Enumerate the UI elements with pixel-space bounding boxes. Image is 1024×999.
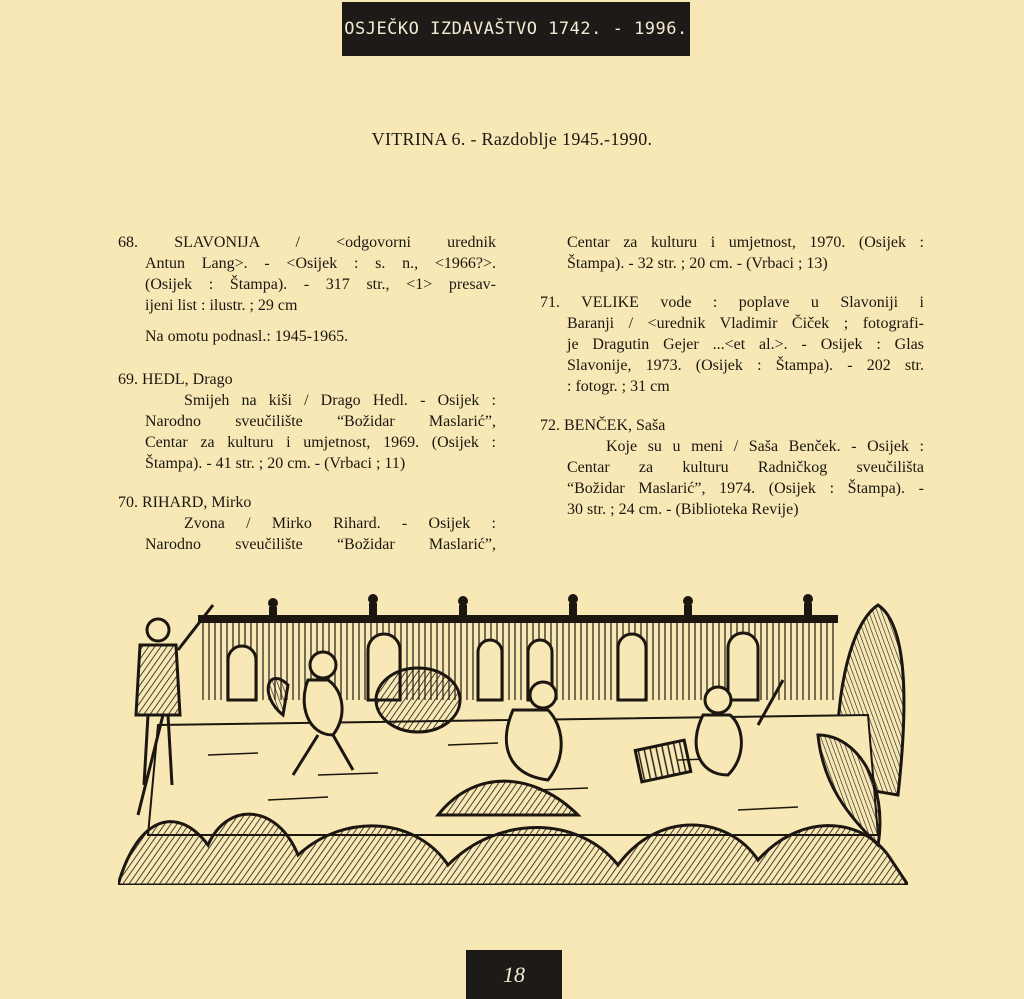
catalog-entry-69 bbox=[118, 369, 496, 474]
barrel bbox=[376, 668, 460, 732]
entry-line: 71. VELIKE vode : poplave u Slavoniji i bbox=[540, 294, 924, 311]
entry-line: Antun Lang>. - <Osijek : s. n., <1966?>. bbox=[145, 255, 496, 272]
entry-line: 30 str. ; 24 cm. - (Biblioteka Revije) bbox=[567, 501, 799, 518]
entry-line: Centar za kulturu Radničkog sveučilišta bbox=[567, 459, 924, 476]
left-column bbox=[118, 232, 496, 573]
entry-line: ijeni list : ilustr. ; 29 cm bbox=[145, 297, 298, 314]
catalog-entry-70-continued bbox=[540, 232, 924, 274]
entry-heading: 70. RIHARD, Mirko bbox=[118, 494, 252, 511]
entry-line: : fotogr. ; 31 cm bbox=[567, 378, 670, 395]
running-header-title: OSJEČKO IZDAVAŠTVO 1742. - 1996. bbox=[344, 19, 688, 39]
entry-line: Slavonije, 1973. (Osijek : Štampa). - 202 str. bbox=[567, 357, 924, 374]
catalog-entry-68 bbox=[118, 232, 496, 347]
running-header bbox=[342, 2, 690, 56]
rooftop-statues bbox=[268, 594, 813, 617]
entry-line: Smijeh na kiši / Drago Hedl. - Osijek : bbox=[184, 392, 496, 409]
entry-heading: 69. HEDL, Drago bbox=[118, 371, 233, 388]
page-number bbox=[466, 950, 562, 999]
entry-line: (Osijek : Štampa). - 317 str., <1> presav- bbox=[145, 276, 496, 293]
entry-line: Centar za kulturu i umjetnost, 1969. (Osijek : bbox=[145, 434, 496, 451]
entry-line: Štampa). - 41 str. ; 20 cm. - (Vrbaci ; 11) bbox=[145, 455, 406, 472]
page-number-label: 18 bbox=[503, 961, 525, 987]
catalog-entry-71 bbox=[540, 292, 924, 397]
entry-note: Na omotu podnasl.: 1945-1965. bbox=[145, 328, 349, 345]
catalog-entry-72 bbox=[540, 415, 924, 520]
entry-line: Narodno sveučilište “Božidar Maslarić”, bbox=[145, 413, 496, 430]
entry-line: Centar za kulturu i umjetnost, 1970. (Osijek : bbox=[567, 234, 924, 251]
catalog-entry-70 bbox=[118, 492, 496, 555]
section-title: VITRINA 6. - Razdoblje 1945.-1990. bbox=[371, 129, 653, 149]
entry-line: Koje su u meni / Saša Benček. - Osijek : bbox=[606, 438, 924, 455]
entry-line: Zvona / Mirko Rihard. - Osijek : bbox=[184, 515, 496, 532]
entry-line: Narodno sveučilište “Božidar Maslarić”, bbox=[145, 536, 496, 553]
entry-line: Štampa). - 32 str. ; 20 cm. - (Vrbaci ; 13) bbox=[567, 255, 828, 272]
right-column bbox=[540, 232, 924, 538]
entry-line: Baranji / <urednik Vladimir Čiček ; fotografi- bbox=[567, 315, 924, 332]
entry-heading: 72. BENČEK, Saša bbox=[540, 417, 666, 434]
entry-line: je Dragutin Gejer ...<et al.>. - Osijek : Glas bbox=[567, 336, 924, 353]
entry-line: 68. SLAVONIJA / <odgovorni urednik bbox=[118, 234, 496, 251]
entry-line: “Božidar Maslarić”, 1974. (Osijek : Štampa). - bbox=[567, 480, 924, 497]
woodcut-illustration bbox=[118, 585, 908, 885]
